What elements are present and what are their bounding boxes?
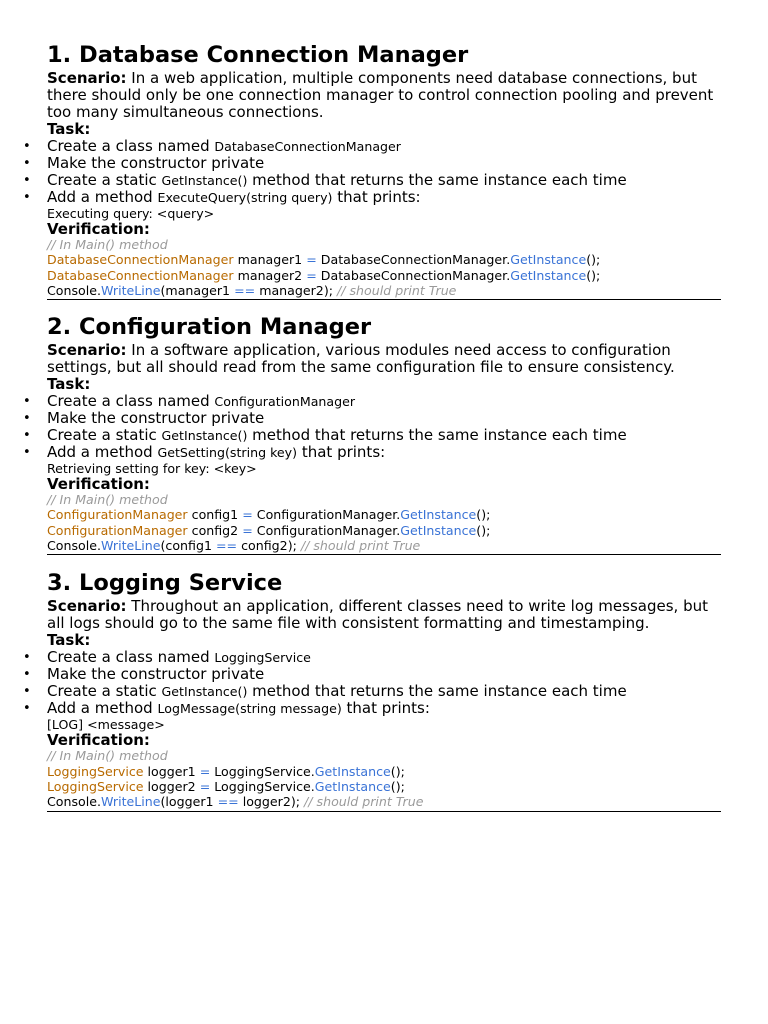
task-text: Add a method (47, 699, 153, 718)
task-text: Make the constructor private (47, 665, 265, 684)
scenario-label: Scenario: (47, 597, 127, 616)
bullet-icon: • (23, 684, 31, 700)
task-text: method that returns the same instance each time (252, 426, 627, 445)
task-text: Add a method (47, 443, 153, 462)
code-comment: // In Main() method (47, 492, 168, 508)
inline-code: GetInstance() (161, 173, 248, 188)
inline-code: GetInstance() (161, 428, 248, 444)
inline-code: DatabaseConnectionManager (214, 139, 401, 154)
task-label: Task: (47, 120, 91, 138)
expected-output: Executing query: <query> (47, 206, 215, 221)
task-item (23, 154, 721, 172)
code-line-3: Console.WriteLine(config1 == config2); // should print True (47, 538, 421, 554)
bullet-icon: • (23, 190, 31, 205)
task-label: Task: (47, 375, 91, 394)
task-text: Add a method (47, 188, 153, 206)
task-item (23, 682, 721, 701)
task-text: Make the constructor private (47, 154, 265, 172)
scenario-paragraph (47, 342, 721, 376)
task-text: method that returns the same instance each time (252, 171, 627, 189)
task-text: Create a class named (47, 392, 210, 411)
bullet-icon: • (23, 650, 31, 666)
code-line-1: ConfigurationManager config1 = ConfigurationManager.GetInstance(); (47, 507, 491, 523)
expected-output: [LOG] <message> (47, 717, 165, 733)
task-text: that prints: (337, 188, 421, 206)
task-text: Create a static (47, 171, 157, 189)
task-item (23, 648, 721, 667)
scenario-label: Scenario: (47, 341, 127, 360)
section-logging-service (23, 568, 721, 811)
section-configuration-manager (23, 312, 721, 555)
bullet-icon: • (23, 445, 31, 461)
scenario-text: In a software application, various modules need access to configuration settings, but all should read from the same configuration file to ensure consistency. (47, 341, 675, 377)
task-item (23, 137, 721, 155)
task-item (23, 426, 721, 445)
verification-code-block (47, 749, 721, 811)
inline-code: ConfigurationManager (214, 394, 356, 410)
task-label: Task: (47, 631, 91, 650)
task-text: Make the constructor private (47, 409, 265, 428)
task-item (23, 443, 721, 462)
scenario-text: Throughout an application, different classes need to write log messages, but all logs should go to the same file with consistent formatting and timestamping. (47, 597, 708, 633)
bullet-icon: • (23, 173, 31, 188)
task-text: Create a static (47, 426, 157, 445)
task-item (23, 188, 721, 206)
code-line-3: Console.WriteLine(logger1 == logger2); // should print True (47, 794, 424, 810)
task-item (23, 409, 721, 428)
inline-code: GetInstance() (161, 684, 248, 700)
code-line-2: LoggingService logger2 = LoggingService.GetInstance(); (47, 778, 405, 794)
bullet-icon: • (23, 139, 31, 154)
section-database-connection-manager (23, 40, 721, 300)
scenario-text: In a web application, multiple components need database connections, but there should only be one connection manager to control connection pooling and prevent too many simultaneous connections. (47, 69, 714, 121)
code-comment: // In Main() method (47, 237, 168, 252)
verification-label: Verification: (47, 475, 150, 494)
task-text: that prints: (301, 443, 386, 462)
verification-code-block (47, 238, 721, 300)
code-line-1: DatabaseConnectionManager manager1 = DatabaseConnectionManager.GetInstance(); (47, 252, 601, 268)
code-comment: // In Main() method (47, 748, 168, 764)
inline-code: ExecuteQuery(string query) (157, 190, 333, 205)
bullet-icon: • (23, 428, 31, 444)
task-item (23, 699, 721, 718)
task-item (23, 171, 721, 189)
bullet-icon: • (23, 156, 31, 171)
scenario-paragraph (47, 598, 721, 632)
task-item (23, 665, 721, 684)
inline-code: LogMessage(string message) (157, 701, 342, 717)
task-text: method that returns the same instance each time (252, 682, 627, 701)
bullet-icon: • (23, 667, 31, 683)
code-line-2: ConfigurationManager config2 = ConfigurationManager.GetInstance(); (47, 522, 491, 538)
inline-code: LoggingService (214, 650, 311, 666)
task-text: Create a class named (47, 137, 210, 155)
task-text: that prints: (346, 699, 430, 718)
task-list (23, 392, 721, 462)
expected-output: Retrieving setting for key: <key> (47, 461, 257, 477)
scenario-paragraph (47, 70, 721, 121)
inline-code: GetSetting(string key) (157, 445, 298, 461)
bullet-icon: • (23, 394, 31, 410)
verification-label: Verification: (47, 731, 150, 750)
code-line-3: Console.WriteLine(manager1 == manager2); // should print True (47, 282, 457, 298)
task-text: Create a static (47, 682, 157, 701)
code-line-2: DatabaseConnectionManager manager2 = DatabaseConnectionManager.GetInstance(); (47, 267, 601, 283)
task-list (23, 648, 721, 718)
section-title: 1. Database Connection Manager (47, 42, 469, 68)
task-item (23, 392, 721, 411)
verification-label: Verification: (47, 220, 150, 238)
code-line-1: LoggingService logger1 = LoggingService.GetInstance(); (47, 763, 405, 779)
task-list (23, 137, 721, 206)
task-text: Create a class named (47, 648, 210, 667)
bullet-icon: • (23, 701, 31, 717)
bullet-icon: • (23, 411, 31, 427)
document-page (23, 40, 721, 812)
verification-code-block (47, 493, 721, 555)
section-title: 2. Configuration Manager (47, 314, 372, 341)
scenario-label: Scenario: (47, 69, 127, 87)
section-title: 3. Logging Service (47, 570, 283, 597)
